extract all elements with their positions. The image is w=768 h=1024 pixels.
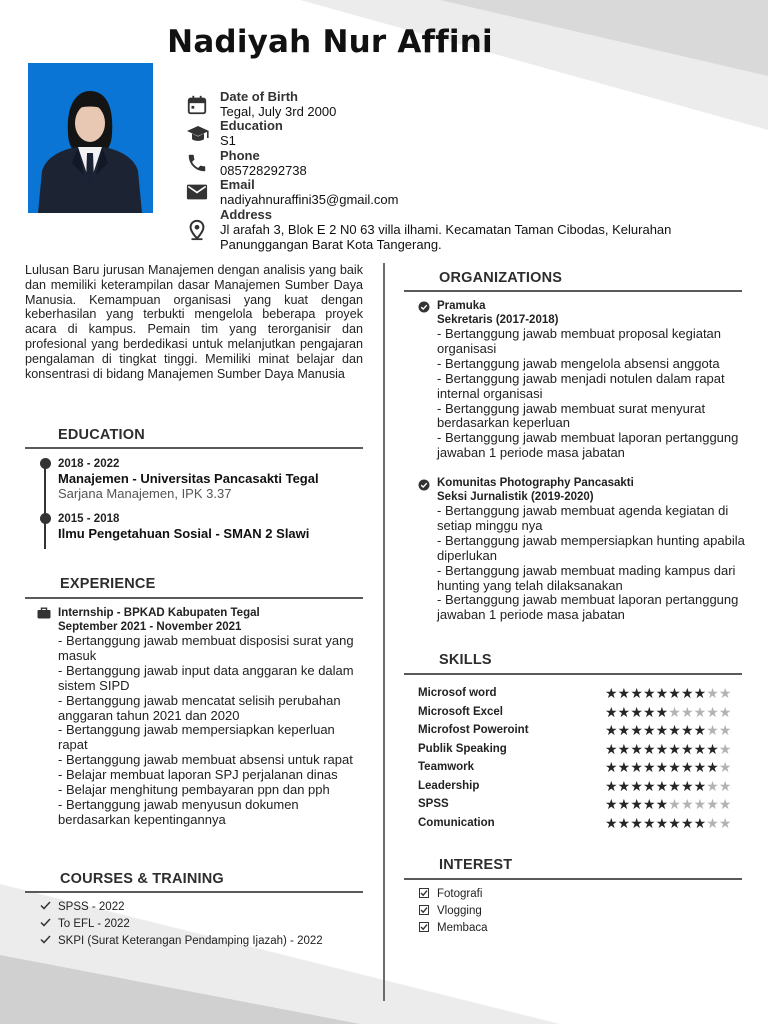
timeline-dot xyxy=(40,458,51,469)
education-years: 2018 - 2022 xyxy=(58,458,120,470)
organizations-heading: ORGANIZATIONS xyxy=(439,270,563,286)
interest-label: Membaca xyxy=(437,922,488,934)
star-filled-icon: ★ xyxy=(642,685,656,701)
star-filled-icon: ★ xyxy=(655,777,669,794)
briefcase-icon xyxy=(37,606,51,624)
graduation-cap-icon xyxy=(186,123,210,147)
star-empty-icon: ★ xyxy=(680,703,694,720)
candidate-name: Nadiyah Nur Affini xyxy=(167,24,493,60)
education-subtitle: Sarjana Manajemen, IPK 3.37 xyxy=(58,486,232,501)
star-filled-icon: ★ xyxy=(605,777,618,794)
star-filled-icon: ★ xyxy=(655,685,669,701)
education-years: 2015 - 2018 xyxy=(58,513,120,525)
star-empty-icon: ★ xyxy=(718,814,732,831)
skill-name: Teamwork xyxy=(418,761,475,773)
skill-name: Comunication xyxy=(418,816,495,829)
organization-item xyxy=(437,300,757,461)
star-empty-icon: ★ xyxy=(718,740,732,757)
interest-label: Fotografi xyxy=(437,888,483,900)
experience-bullet: - Bertanggung jawab input data anggaran ke dalam sistem SIPD xyxy=(58,662,354,693)
organization-bullet: - Bertanggung jawab membuat agenda kegiatan di setiap minggu nya xyxy=(437,503,729,533)
contact-value: Tegal, July 3rd 2000 xyxy=(220,103,337,119)
skill-name: Microfost Poweroint xyxy=(418,724,529,736)
experience-position: Internship - BPKAD Kabupaten Tegal xyxy=(58,607,260,619)
course-item xyxy=(40,918,130,930)
courses-heading: COURSES & TRAINING xyxy=(60,871,224,887)
star-filled-icon: ★ xyxy=(630,703,643,720)
skill-row xyxy=(418,777,748,796)
contact-value: nadiyahnuraffini35@gmail.com xyxy=(220,191,399,207)
interest-label: Vlogging xyxy=(437,905,482,917)
star-filled-icon: ★ xyxy=(617,685,631,701)
checkmark-icon xyxy=(40,935,54,947)
organization-bullet: - Bertanggung jawab membuat mading kampus dari hunting yang telah dilaksanakan xyxy=(437,562,736,593)
organization-name: Pramuka xyxy=(437,300,486,312)
checkmark-icon xyxy=(40,918,54,930)
star-filled-icon: ★ xyxy=(642,759,656,775)
star-filled-icon: ★ xyxy=(642,740,656,757)
star-filled-icon: ★ xyxy=(642,796,656,812)
organization-bullet: - Bertanggung jawab mengelola absensi anggota xyxy=(437,355,720,371)
course-label: To EFL - 2022 xyxy=(58,918,130,930)
star-filled-icon: ★ xyxy=(693,814,707,831)
star-empty-icon: ★ xyxy=(718,722,732,738)
star-filled-icon: ★ xyxy=(668,740,681,757)
course-item xyxy=(40,935,323,947)
interest-item xyxy=(419,922,488,934)
education-heading: EDUCATION xyxy=(58,427,145,443)
organization-bullet: - Bertanggung jawab membuat surat menyurat berdasarkan keperluan xyxy=(437,400,706,431)
star-filled-icon: ★ xyxy=(630,796,643,812)
calendar-icon xyxy=(186,94,210,118)
contact-label: Email xyxy=(220,177,255,192)
star-empty-icon: ★ xyxy=(668,796,681,812)
location-pin-icon xyxy=(186,219,210,243)
star-filled-icon: ★ xyxy=(693,777,707,794)
star-filled-icon: ★ xyxy=(630,759,643,775)
star-empty-icon: ★ xyxy=(706,777,719,794)
star-filled-icon: ★ xyxy=(693,722,707,738)
experience-bullet: - Bertanggung jawab membuat disposisi surat yang masuk xyxy=(58,633,354,663)
course-item xyxy=(40,901,124,913)
star-filled-icon: ★ xyxy=(655,814,669,831)
star-filled-icon: ★ xyxy=(693,740,707,757)
skill-name: Leadership xyxy=(418,779,480,792)
star-empty-icon: ★ xyxy=(718,759,732,775)
star-filled-icon: ★ xyxy=(617,814,631,831)
contact-value: 085728292738 xyxy=(220,162,307,178)
star-filled-icon: ★ xyxy=(630,814,643,831)
star-filled-icon: ★ xyxy=(693,759,707,775)
star-filled-icon: ★ xyxy=(655,740,669,757)
course-label: SKPI (Surat Keterangan Pendamping Ijazah) - 2022 xyxy=(58,935,323,947)
experience-bullet: - Bertanggung jawab mencatat selisih perubahan anggaran tahun 2021 dan 2020 xyxy=(58,692,341,723)
skill-rating-stars xyxy=(605,815,732,832)
star-filled-icon: ★ xyxy=(706,740,719,757)
skill-name: Microsof word xyxy=(418,687,497,699)
organization-bullet: - Bertanggung jawab membuat proposal kegiatan organisasi xyxy=(437,326,722,356)
star-filled-icon: ★ xyxy=(630,722,643,738)
education-timeline xyxy=(44,462,46,549)
star-filled-icon: ★ xyxy=(668,722,681,738)
education-item xyxy=(58,512,309,541)
star-filled-icon: ★ xyxy=(617,777,631,794)
skill-row xyxy=(418,724,748,740)
star-filled-icon: ★ xyxy=(605,722,618,738)
star-empty-icon: ★ xyxy=(668,703,681,720)
contact-label: Date of Birth xyxy=(220,89,298,104)
education-rule xyxy=(25,447,363,449)
skill-rating-stars xyxy=(605,759,732,776)
experience-bullet: - Belajar membuat laporan SPJ perjalanan dinas xyxy=(58,767,338,783)
star-filled-icon: ★ xyxy=(617,740,631,757)
star-filled-icon: ★ xyxy=(668,759,681,775)
skill-row xyxy=(418,761,748,777)
skills-rule xyxy=(404,673,742,675)
star-filled-icon: ★ xyxy=(642,777,656,794)
star-filled-icon: ★ xyxy=(617,703,631,720)
star-filled-icon: ★ xyxy=(605,814,618,831)
experience-bullet: - Bertanggung jawab mempersiapkan keperluan rapat xyxy=(58,722,335,753)
star-filled-icon: ★ xyxy=(680,777,694,794)
organization-name: Komunitas Photography Pancasakti xyxy=(437,477,634,489)
interest-heading: INTEREST xyxy=(439,857,513,873)
star-empty-icon: ★ xyxy=(718,777,732,794)
star-filled-icon: ★ xyxy=(668,814,681,831)
contact-value: S1 xyxy=(220,132,236,148)
experience-rule xyxy=(25,597,363,599)
star-filled-icon: ★ xyxy=(693,685,707,701)
star-filled-icon: ★ xyxy=(617,796,631,812)
star-filled-icon: ★ xyxy=(706,759,719,775)
star-filled-icon: ★ xyxy=(680,740,694,757)
experience-bullet: - Bertanggung jawab menyusun dokumen berdasarkan kepentingannya xyxy=(58,796,299,827)
skill-name: Microsoft Excel xyxy=(418,705,503,718)
course-label: SPSS - 2022 xyxy=(58,901,125,913)
profile-summary: Lulusan Baru jurusan Manajemen dengan analisis yang baik dan memiliki keterampilan dasar Manajemen Sumber Daya Manusia. Kemampuan organisasi yang kuat dengan keberhasilan yang terbukti mengelola beberapa proyek acara di kampus. Pemain tim yang terorganisir dan profesional yang berdedikasi untuk melanjutkan pengajaran pengalaman di tingkat tinggi. Memiliki minat belajar dan konsentrasi di bidang Manajemen Sumber Daya Manusia xyxy=(25,263,363,381)
organization-role: Seksi Jurnalistik (2019-2020) xyxy=(437,490,594,503)
skill-rating-stars xyxy=(605,704,732,721)
courses-rule xyxy=(25,891,363,893)
experience-item xyxy=(58,607,368,828)
star-empty-icon: ★ xyxy=(706,703,719,720)
contact-label: Education xyxy=(220,118,283,133)
star-empty-icon: ★ xyxy=(718,685,732,701)
education-title: Manajemen - Universitas Pancasakti Tegal xyxy=(58,471,319,486)
profile-photo xyxy=(28,63,153,213)
star-filled-icon: ★ xyxy=(655,759,669,775)
interest-item xyxy=(419,888,482,900)
organization-role: Sekretaris (2017-2018) xyxy=(437,313,559,326)
checkbox-checked-icon xyxy=(419,922,429,932)
timeline-dot xyxy=(40,513,51,524)
experience-bullet: - Belajar menghitung pembayaran ppn dan pph xyxy=(58,782,330,798)
organization-bullet: - Bertanggung jawab membuat laporan pertanggung jawaban 1 periode masa jabatan xyxy=(437,430,739,461)
organization-bullet: - Bertanggung jawab menjadi notulen dalam rapat internal organisasi xyxy=(437,370,725,401)
phone-icon xyxy=(186,152,210,176)
star-filled-icon: ★ xyxy=(642,814,656,831)
skill-name: Publik Speaking xyxy=(418,742,507,755)
contact-label: Address xyxy=(220,207,273,222)
skill-rating-stars xyxy=(605,778,732,795)
star-filled-icon: ★ xyxy=(617,722,631,738)
star-filled-icon: ★ xyxy=(617,759,631,775)
skill-rating-stars xyxy=(605,796,732,813)
check-circle-icon xyxy=(418,478,430,496)
interest-rule xyxy=(404,878,742,880)
skill-row xyxy=(418,814,748,833)
check-circle-icon xyxy=(418,300,430,318)
star-filled-icon: ★ xyxy=(630,740,643,757)
interest-item xyxy=(419,905,482,917)
skill-rating-stars xyxy=(605,741,732,758)
star-filled-icon: ★ xyxy=(655,722,669,738)
star-filled-icon: ★ xyxy=(680,722,694,738)
organizations-rule xyxy=(404,290,742,292)
education-title: Ilmu Pengetahuan Sosial - SMAN 2 Slawi xyxy=(58,526,310,541)
skill-row xyxy=(418,703,748,722)
star-empty-icon: ★ xyxy=(680,796,694,812)
checkbox-checked-icon xyxy=(419,888,429,898)
star-filled-icon: ★ xyxy=(655,796,669,812)
star-empty-icon: ★ xyxy=(693,703,707,720)
skill-name: SPSS xyxy=(418,798,449,810)
organization-bullet: - Bertanggung jawab mempersiapkan hunting apabila diperlukan xyxy=(437,532,745,563)
skill-rating-stars xyxy=(605,722,732,739)
organization-bullet: - Bertanggung jawab membuat laporan pertanggung jawaban 1 periode masa jabatan xyxy=(437,592,739,623)
checkmark-icon xyxy=(40,901,54,913)
star-filled-icon: ★ xyxy=(605,685,618,701)
star-filled-icon: ★ xyxy=(642,722,656,738)
star-filled-icon: ★ xyxy=(630,777,643,794)
education-item xyxy=(58,457,319,501)
skill-row xyxy=(418,798,748,814)
star-empty-icon: ★ xyxy=(706,796,719,812)
star-filled-icon: ★ xyxy=(680,759,694,775)
email-icon xyxy=(186,182,210,206)
skills-heading: SKILLS xyxy=(439,652,492,668)
star-filled-icon: ★ xyxy=(605,703,618,720)
star-filled-icon: ★ xyxy=(642,703,656,720)
checkbox-checked-icon xyxy=(419,905,429,915)
organization-item xyxy=(437,477,757,623)
star-filled-icon: ★ xyxy=(655,703,669,720)
star-empty-icon: ★ xyxy=(718,703,732,720)
column-divider xyxy=(383,263,385,1001)
star-filled-icon: ★ xyxy=(605,740,618,757)
star-empty-icon: ★ xyxy=(706,722,719,738)
star-filled-icon: ★ xyxy=(605,759,618,775)
contact-value: Jl arafah 3, Blok E 2 N0 63 villa ilhami. Kecamatan Taman Cibodas, Kelurahan Panunggangan Barat Kota Tangerang. xyxy=(220,221,672,252)
star-filled-icon: ★ xyxy=(680,814,694,831)
skill-row xyxy=(418,740,748,759)
skill-row xyxy=(418,687,748,703)
star-filled-icon: ★ xyxy=(605,796,618,812)
star-empty-icon: ★ xyxy=(693,796,707,812)
star-empty-icon: ★ xyxy=(706,685,719,701)
experience-bullet: - Bertanggung jawab membuat absensi untuk rapat xyxy=(58,752,353,768)
star-filled-icon: ★ xyxy=(668,777,681,794)
star-filled-icon: ★ xyxy=(680,685,694,701)
star-empty-icon: ★ xyxy=(706,814,719,831)
contact-label: Phone xyxy=(220,148,260,163)
experience-period: September 2021 - November 2021 xyxy=(58,620,242,633)
experience-heading: EXPERIENCE xyxy=(60,576,156,592)
star-filled-icon: ★ xyxy=(668,685,681,701)
star-filled-icon: ★ xyxy=(630,685,643,701)
star-empty-icon: ★ xyxy=(718,796,732,812)
skill-rating-stars xyxy=(605,685,732,702)
